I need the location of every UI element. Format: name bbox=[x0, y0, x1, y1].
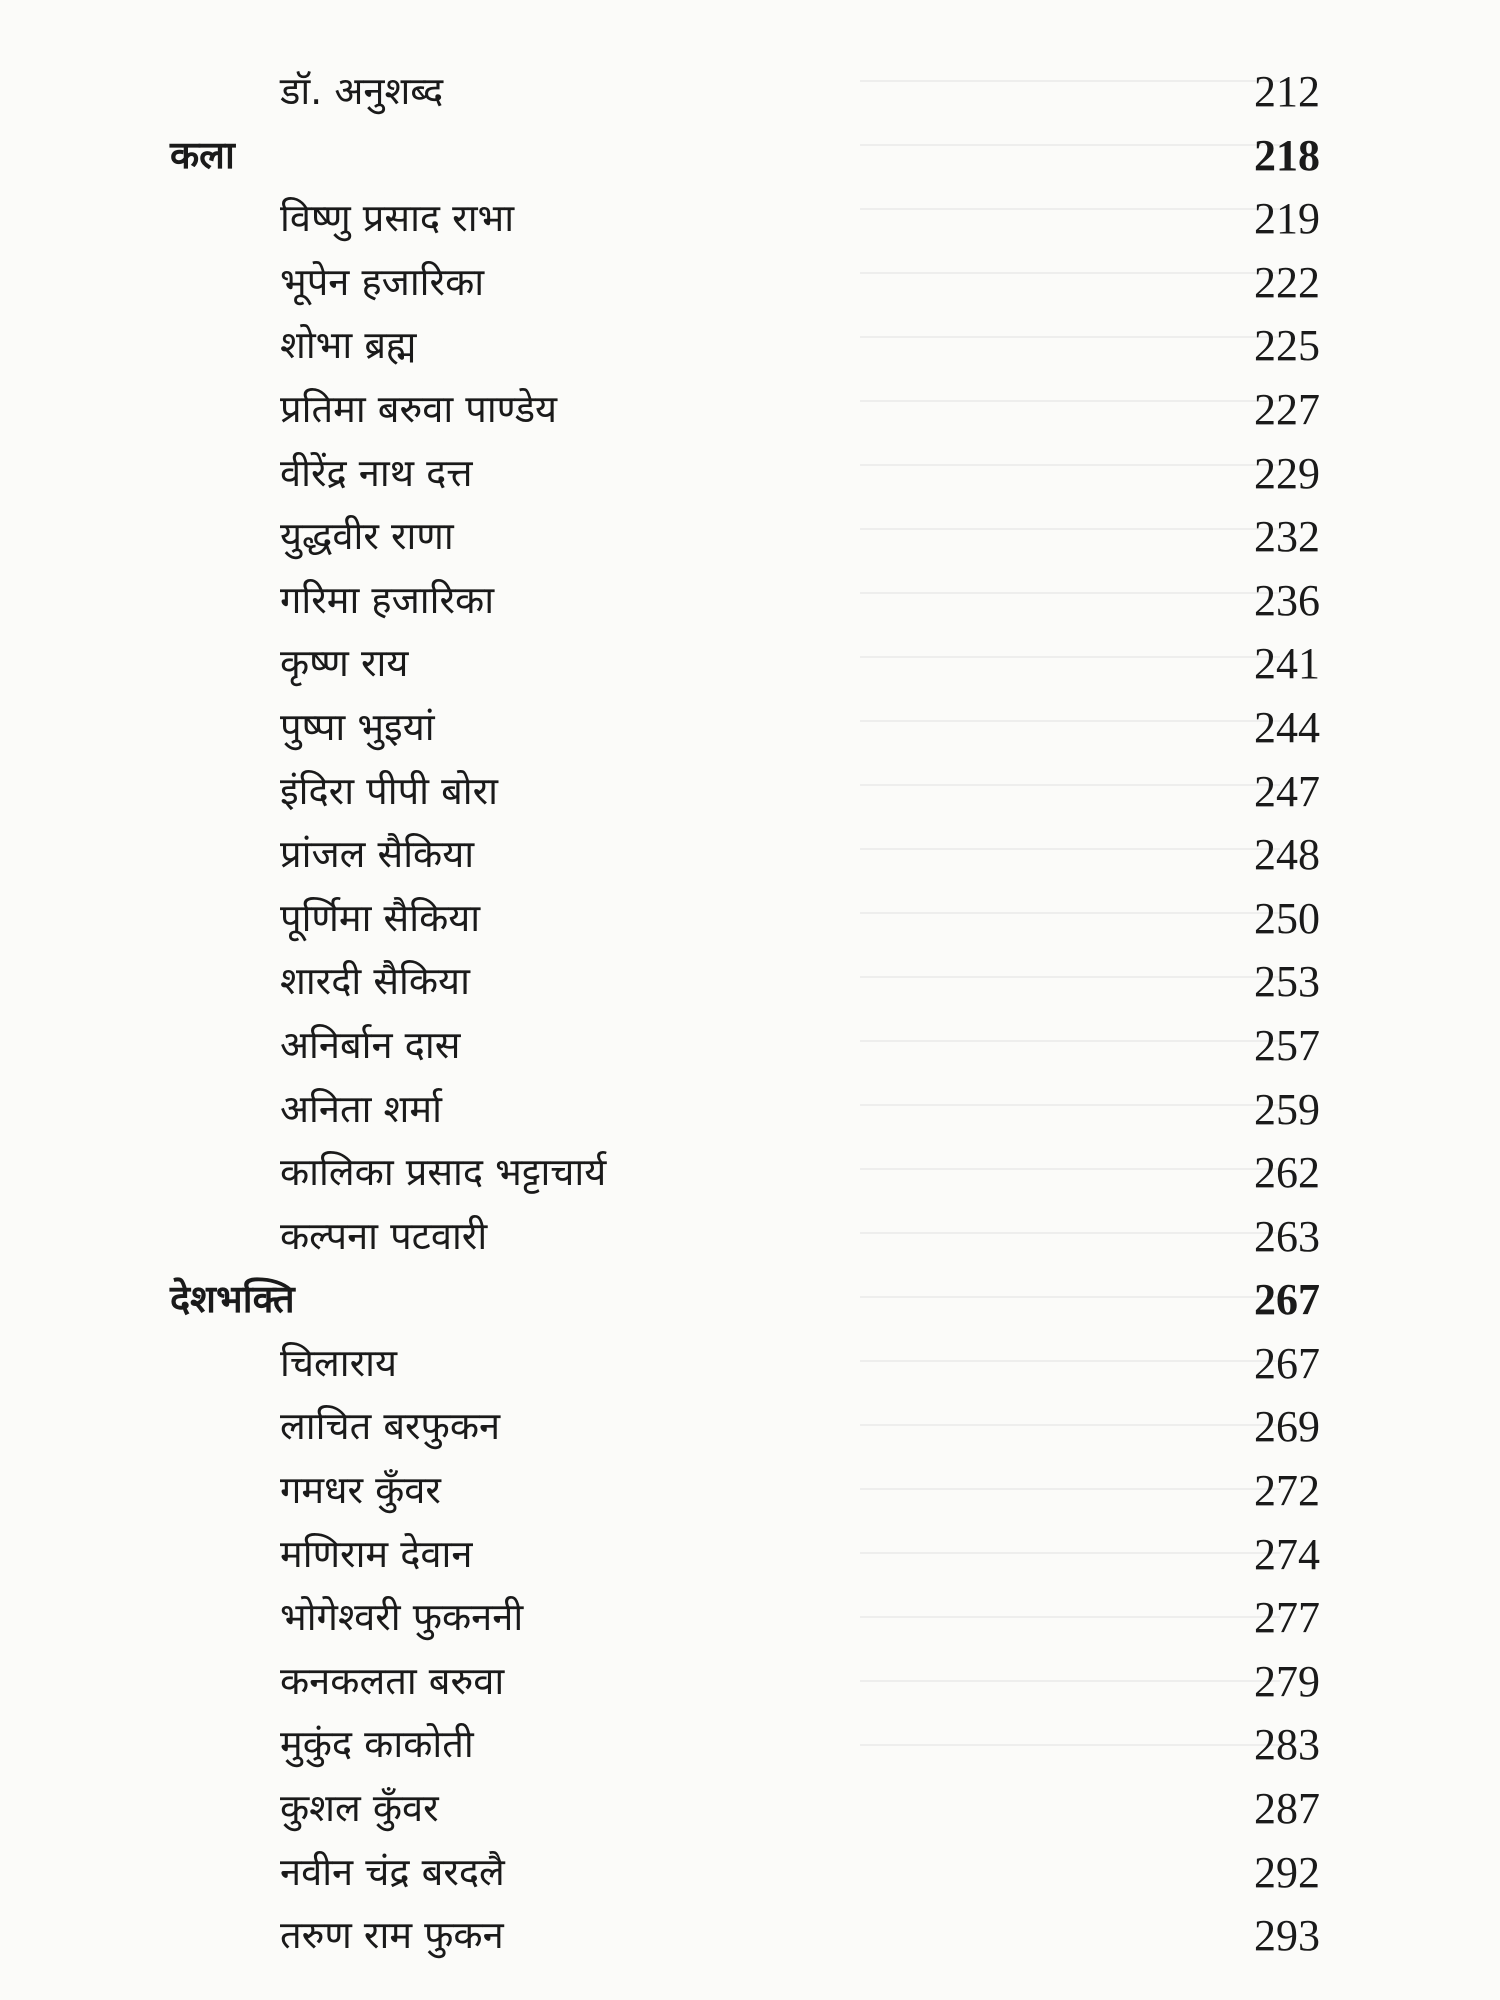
toc-entry-row bbox=[170, 1078, 1320, 1142]
section-page-number: 218 bbox=[1254, 130, 1320, 180]
entry-page-number: 267 bbox=[1254, 1338, 1320, 1388]
section-heading-row bbox=[170, 1268, 1320, 1332]
entry-title: पूर्णिमा सैकिया bbox=[280, 895, 481, 940]
entry-title: मणिराम देवान bbox=[280, 1531, 473, 1576]
entry-title: भोगेश्वरी फुकननी bbox=[280, 1595, 524, 1640]
toc-entry-row bbox=[170, 1141, 1320, 1205]
entry-title: वीरेंद्र नाथ दत्त bbox=[280, 450, 473, 495]
toc-entry-row bbox=[170, 760, 1320, 824]
entry-title: पुष्पा भुइयां bbox=[280, 704, 435, 749]
toc-entry-row bbox=[170, 1332, 1320, 1396]
entry-title: प्रतिमा बरुवा पाण्डेय bbox=[280, 386, 558, 431]
toc-entry-row bbox=[170, 569, 1320, 633]
toc-entry-row bbox=[170, 1014, 1320, 1078]
entry-title: कल्पना पटवारी bbox=[280, 1213, 488, 1258]
entry-page-number: 257 bbox=[1254, 1020, 1320, 1070]
entry-title: चिलाराय bbox=[280, 1340, 398, 1385]
section-title: कला bbox=[170, 132, 235, 177]
section-heading-row bbox=[170, 124, 1320, 188]
toc-entry-row bbox=[170, 251, 1320, 315]
toc-entry-row bbox=[170, 1586, 1320, 1650]
entry-page-number: 283 bbox=[1254, 1720, 1320, 1770]
toc-entry-row bbox=[170, 187, 1320, 251]
toc-entry-row bbox=[170, 1395, 1320, 1459]
entry-page-number: 269 bbox=[1254, 1402, 1320, 1452]
table-of-contents bbox=[170, 60, 1320, 1968]
toc-entry-row bbox=[170, 1650, 1320, 1714]
toc-entry-row bbox=[170, 887, 1320, 951]
section-page-number: 267 bbox=[1254, 1275, 1320, 1325]
entry-page-number: 274 bbox=[1254, 1529, 1320, 1579]
entry-page-number: 225 bbox=[1254, 321, 1320, 371]
entry-page-number: 247 bbox=[1254, 766, 1320, 816]
entry-page-number: 250 bbox=[1254, 893, 1320, 943]
toc-entry-row bbox=[170, 950, 1320, 1014]
entry-page-number: 292 bbox=[1254, 1847, 1320, 1897]
toc-entry-row bbox=[170, 632, 1320, 696]
entry-title: लाचित बरफुकन bbox=[280, 1404, 501, 1449]
toc-entry-row bbox=[170, 314, 1320, 378]
entry-title: गमधर कुँवर bbox=[280, 1468, 441, 1513]
entry-title: युद्धवीर राणा bbox=[280, 514, 454, 559]
entry-title: कुशल कुँवर bbox=[280, 1786, 439, 1831]
toc-entry-row bbox=[170, 442, 1320, 506]
entry-title: गरिमा हजारिका bbox=[280, 577, 495, 622]
entry-title: मुकुंद काकोती bbox=[280, 1722, 474, 1767]
toc-entry-row bbox=[170, 696, 1320, 760]
entry-page-number: 253 bbox=[1254, 957, 1320, 1007]
entry-page-number: 272 bbox=[1254, 1466, 1320, 1516]
entry-title: अनिता शर्मा bbox=[280, 1086, 442, 1131]
entry-page-number: 236 bbox=[1254, 575, 1320, 625]
entry-page-number: 222 bbox=[1254, 257, 1320, 307]
entry-page-number: 227 bbox=[1254, 384, 1320, 434]
entry-title: इंदिरा पीपी बोरा bbox=[280, 768, 498, 813]
toc-entry-row bbox=[170, 1713, 1320, 1777]
entry-title: शारदी सैकिया bbox=[280, 959, 470, 1004]
entry-title: अनिर्बान दास bbox=[280, 1022, 461, 1067]
entry-title: नवीन चंद्र बरदलै bbox=[280, 1849, 505, 1894]
entry-title: कनकलता बरुवा bbox=[280, 1658, 505, 1703]
toc-entry-row bbox=[170, 378, 1320, 442]
toc-entry-row bbox=[170, 823, 1320, 887]
entry-title: तरुण राम फुकन bbox=[280, 1913, 504, 1958]
entry-page-number: 263 bbox=[1254, 1211, 1320, 1261]
entry-title: शोभा ब्रह्म bbox=[280, 323, 417, 368]
entry-page-number: 232 bbox=[1254, 512, 1320, 562]
entry-page-number: 244 bbox=[1254, 702, 1320, 752]
entry-page-number: 259 bbox=[1254, 1084, 1320, 1134]
toc-entry-row bbox=[170, 1841, 1320, 1905]
entry-title: भूपेन हजारिका bbox=[280, 259, 485, 304]
toc-entry-row bbox=[170, 60, 1320, 124]
toc-entry-row bbox=[170, 1459, 1320, 1523]
entry-page-number: 277 bbox=[1254, 1593, 1320, 1643]
section-title: देशभक्ति bbox=[170, 1277, 295, 1322]
toc-entry-row bbox=[170, 505, 1320, 569]
entry-page-number: 262 bbox=[1254, 1148, 1320, 1198]
toc-entry-row bbox=[170, 1205, 1320, 1269]
entry-title: प्रांजल सैकिया bbox=[280, 832, 475, 877]
toc-entry-row bbox=[170, 1777, 1320, 1841]
entry-title: कृष्ण राय bbox=[280, 641, 409, 686]
entry-page-number: 219 bbox=[1254, 194, 1320, 244]
entry-page-number: 212 bbox=[1254, 67, 1320, 116]
entry-title: विष्णु प्रसाद राभा bbox=[280, 196, 515, 241]
entry-page-number: 293 bbox=[1254, 1911, 1320, 1961]
toc-entry-row bbox=[170, 1523, 1320, 1587]
toc-entry-row bbox=[170, 1904, 1320, 1968]
entry-page-number: 241 bbox=[1254, 639, 1320, 689]
entry-page-number: 248 bbox=[1254, 830, 1320, 880]
entry-page-number: 279 bbox=[1254, 1656, 1320, 1706]
entry-title: कालिका प्रसाद भट्टाचार्य bbox=[280, 1150, 607, 1195]
entry-page-number: 229 bbox=[1254, 448, 1320, 498]
entry-title: डॉ. अनुशब्द bbox=[280, 69, 444, 113]
entry-page-number: 287 bbox=[1254, 1784, 1320, 1834]
